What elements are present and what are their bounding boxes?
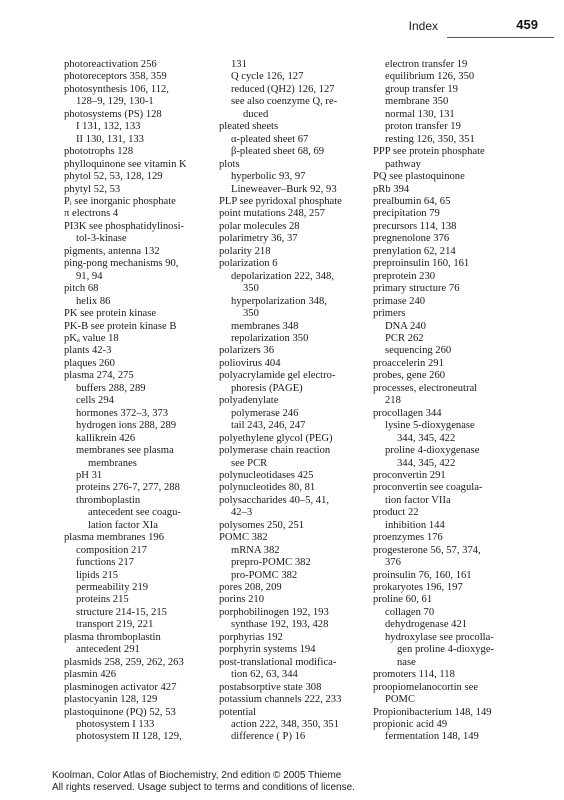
index-entry: pKₐ value 18 [64, 332, 119, 344]
index-entry: PPP see protein phosphate [373, 146, 485, 158]
index-entry: plaques 260 [64, 357, 115, 369]
index-entry: proline 4-dioxygenase [385, 445, 480, 457]
index-column-3 [373, 59, 533, 744]
index-entry: Pᵢ see inorganic phosphate [64, 195, 176, 207]
index-entry: structure 214-15, 215 [76, 606, 167, 618]
index-entry: hyperbolic 93, 97 [231, 171, 306, 183]
index-entry: POMC [385, 694, 416, 706]
index-entry: fermentation 148, 149 [385, 731, 479, 743]
index-entry: polar molecules 28 [219, 220, 300, 232]
index-entry: polynucleotides 80, 81 [219, 482, 316, 494]
index-entry: phytyl 52, 53 [64, 183, 121, 195]
index-entry: sequencing 260 [385, 345, 452, 357]
index-entry: polarizers 36 [219, 345, 275, 357]
index-entry: plasma 274, 275 [64, 370, 134, 382]
index-entry: PQ see plastoquinone [373, 171, 465, 183]
index-entry: nase [397, 656, 416, 668]
footer-line-2: All rights reserved. Usage subject to terms and conditions of license. [52, 781, 355, 793]
index-entry: potassium channels 222, 233 [219, 694, 342, 706]
index-entry: photoreceptors 358, 359 [64, 71, 167, 83]
index-entry: precipitation 79 [373, 208, 440, 220]
index-entry: primase 240 [373, 295, 426, 307]
index-entry: proconvertin 291 [373, 469, 446, 481]
index-entry: PI3K see phosphatidylinosi- [64, 220, 185, 232]
index-entry: membranes [88, 457, 137, 469]
index-entry: processes, electroneutral [373, 382, 478, 394]
index-entry: prokaryotes 196, 197 [373, 582, 463, 594]
index-entry: proteins 276-7, 277, 288 [76, 482, 180, 494]
header-section-title: Index [408, 19, 438, 33]
index-entry: electron transfer 19 [385, 59, 468, 70]
index-entry: membrane 350 [385, 96, 449, 108]
index-entry: tol-3-kinase [76, 233, 127, 245]
index-entry: proton transfer 19 [385, 121, 461, 133]
index-entry: polysaccharides 40–5, 41, [219, 494, 330, 506]
index-entry: plots [219, 158, 240, 170]
index-entry: Lineweaver–Burk 92, 93 [231, 183, 337, 195]
index-entry: hydrogen ions 288, 289 [76, 420, 177, 432]
index-entry: probes, gene 260 [373, 370, 446, 382]
index-entry: lysine 5-dioxygenase [385, 420, 475, 432]
index-entry: hormones 372–3, 373 [76, 407, 169, 419]
index-entry: PCR 262 [385, 332, 424, 344]
index-entry: 218 [385, 395, 401, 407]
index-entry: proteins 215 [76, 594, 129, 606]
index-entry: reduced (QH2) 126, 127 [231, 83, 335, 95]
index-entry: polymerase chain reaction [219, 445, 331, 457]
index-entry: hyperpolarization 348, [231, 295, 327, 307]
index-entry: POMC 382 [219, 532, 268, 544]
index-entry: permeability 219 [76, 582, 149, 594]
index-entry: phoresis (PAGE) [231, 382, 303, 394]
index-entry: 344, 345, 422 [397, 432, 456, 444]
index-entry: prealbumin 64, 65 [373, 195, 451, 207]
index-entry: pregnenolone 376 [373, 233, 450, 245]
index-entry: lipids 215 [76, 569, 119, 581]
index-entry: difference ( P) 16 [231, 731, 306, 743]
index-entry: Q cycle 126, 127 [231, 71, 304, 83]
index-entry: prenylation 62, 214 [373, 245, 456, 257]
copyright-footer [52, 770, 355, 793]
index-entry: photosystems (PS) 128 [64, 108, 162, 120]
index-entry: point mutations 248, 257 [219, 208, 325, 220]
index-entry: plastocyanin 128, 129 [64, 694, 158, 706]
index-entry: buffers 288, 289 [76, 382, 146, 394]
index-entry: hydroxylase see procolla- [385, 631, 494, 643]
index-entry: resting 126, 350, 351 [385, 133, 475, 145]
index-entry: pRb 394 [373, 183, 410, 195]
index-entry: photosystem I 133 [76, 719, 155, 731]
index-entry: action 222, 348, 350, 351 [231, 719, 339, 731]
index-entry: proconvertin see coagula- [373, 482, 483, 494]
index-entry: polarimetry 36, 37 [219, 233, 298, 245]
index-entry: pro-POMC 382 [231, 569, 298, 581]
index-entry: plasminogen activator 427 [64, 681, 177, 693]
index-entry: photosynthesis 106, 112, [64, 83, 169, 95]
index-entry: 91, 94 [76, 270, 103, 282]
index-entry: proinsulin 76, 160, 161 [373, 569, 472, 581]
index-entry: preprotein 230 [373, 270, 436, 282]
index-entry: PLP see pyridoxal phosphate [219, 195, 342, 207]
index-entry: DNA 240 [385, 320, 426, 332]
index-entry: post-translational modifica- [219, 656, 337, 668]
header-rule [447, 37, 554, 38]
index-entry: lation factor XIa [88, 519, 159, 531]
index-entry: see PCR [231, 457, 268, 469]
index-entry: 42–3 [231, 507, 253, 519]
index-entry: pores 208, 209 [219, 582, 282, 594]
index-entry: tion factor VIIa [385, 494, 451, 506]
index-entry: polyadenylate [219, 395, 279, 407]
index-entry: prepro-POMC 382 [231, 557, 311, 569]
index-entry: functions 217 [76, 557, 134, 569]
index-entry: 128–9, 129, 130-1 [76, 96, 154, 108]
index-entry: plasmin 426 [64, 669, 117, 681]
index-entry: antecedent 291 [76, 644, 140, 656]
index-entry: propionic acid 49 [373, 719, 448, 731]
index-entry: primers [373, 308, 406, 320]
index-entry: gen proline 4-dioxyge- [397, 644, 495, 656]
index-entry: depolarization 222, 348, [231, 270, 334, 282]
index-entry: 131 [231, 59, 247, 70]
index-entry: 376 [385, 557, 401, 569]
index-entry: primary structure 76 [373, 283, 460, 295]
index-entry: tail 243, 246, 247 [231, 420, 306, 432]
index-entry: preproinsulin 160, 161 [373, 258, 470, 270]
index-entry: precursors 114, 138 [373, 220, 457, 232]
index-entry: group transfer 19 [385, 83, 458, 95]
index-entry: polynucleotidases 425 [219, 469, 314, 481]
index-entry: 350 [243, 308, 259, 320]
index-entry: pH 31 [76, 469, 103, 481]
index-entry: antecedent see coagu- [88, 507, 181, 519]
index-entry: pigments, antenna 132 [64, 245, 160, 257]
index-entry: procollagen 344 [373, 407, 442, 419]
index-entry: thromboplastin [76, 494, 141, 506]
index-entry: transport 219, 221 [76, 619, 154, 631]
index-entry: phytol 52, 53, 128, 129 [64, 171, 163, 183]
index-entry: membranes see plasma [76, 445, 174, 457]
index-entry: porphobilinogen 192, 193 [219, 606, 329, 618]
index-entry: cells 294 [76, 395, 114, 407]
index-entry: equilibrium 126, 350 [385, 71, 475, 83]
index-entry: plastoquinone (PQ) 52, 53 [64, 706, 176, 718]
index-entry: PK-B see protein kinase B [64, 320, 177, 332]
index-entry: product 22 [373, 507, 419, 519]
index-entry: polarization 6 [219, 258, 278, 270]
index-entry: pitch 68 [64, 283, 99, 295]
index-entry: photoreactivation 256 [64, 59, 157, 70]
index-entry: porins 210 [219, 594, 265, 606]
index-entry: porphyrias 192 [219, 631, 283, 643]
index-entry: repolarization 350 [231, 332, 309, 344]
index-entry: collagen 70 [385, 606, 435, 618]
index-entry: membranes 348 [231, 320, 299, 332]
index-entry: proopiomelanocortin see [373, 681, 479, 693]
index-entry: poliovirus 404 [219, 357, 281, 369]
index-entry: postabsorptive state 308 [219, 681, 322, 693]
index-entry: plants 42-3 [64, 345, 112, 357]
index-entry: α-pleated sheet 67 [231, 133, 309, 145]
index-entry: π electrons 4 [64, 208, 119, 220]
index-entry: I 131, 132, 133 [76, 121, 141, 133]
index-entry: potential [219, 706, 257, 718]
index-entry: pleated sheets [219, 121, 279, 133]
index-entry: composition 217 [76, 544, 147, 556]
index-entry: see also coenzyme Q, re- [231, 96, 338, 108]
index-entry: phylloquinone see vitamin K [64, 158, 187, 170]
index-entry: inhibition 144 [385, 519, 445, 531]
index-entry: kallikrein 426 [76, 432, 136, 444]
footer-line-1: Koolman, Color Atlas of Biochemistry, 2nd edition © 2005 Thieme [52, 770, 342, 781]
index-entry: helix 86 [76, 295, 111, 307]
index-entry: polarity 218 [219, 245, 271, 257]
index-entry: porphyrin systems 194 [219, 644, 316, 656]
index-entry: polysomes 250, 251 [219, 519, 305, 531]
index-column-1 [64, 59, 224, 744]
index-entry: II 130, 131, 133 [76, 133, 144, 145]
index-entry: β-pleated sheet 68, 69 [231, 146, 325, 158]
index-entry: synthase 192, 193, 428 [231, 619, 329, 631]
index-entry: plasmids 258, 259, 262, 263 [64, 656, 184, 668]
index-entry: ping-pong mechanisms 90, [64, 258, 179, 270]
index-entry: photosystem II 128, 129, [76, 731, 182, 743]
index-entry: pathway [385, 158, 421, 170]
index-entry: promoters 114, 118 [373, 669, 455, 681]
index-entry: polymerase 246 [231, 407, 299, 419]
index-entry: plasma membranes 196 [64, 532, 165, 544]
index-entry: proline 60, 61 [373, 594, 433, 606]
page-number: 459 [516, 17, 538, 32]
index-entry: proaccelerin 291 [373, 357, 444, 369]
index-entry: polyethylene glycol (PEG) [219, 432, 333, 444]
index-entry: polyacrylamide gel electro- [219, 370, 336, 382]
index-entry: dehydrogenase 421 [385, 619, 468, 631]
index-entry: normal 130, 131 [385, 108, 455, 120]
index-entry: tion 62, 63, 344 [231, 669, 298, 681]
index-entry: Propionibacterium 148, 149 [373, 706, 492, 718]
index-entry: 350 [243, 283, 259, 295]
index-entry: 344, 345, 422 [397, 457, 456, 469]
index-entry: progesterone 56, 57, 374, [373, 544, 481, 556]
index-entry: phototrophs 128 [64, 146, 134, 158]
index-column-2 [219, 59, 379, 744]
index-entry: duced [243, 108, 269, 120]
index-entry: PK see protein kinase [64, 308, 157, 320]
index-entry: mRNA 382 [231, 544, 280, 556]
index-entry: proenzymes 176 [373, 532, 443, 544]
index-entry: plasma thromboplastin [64, 631, 161, 643]
